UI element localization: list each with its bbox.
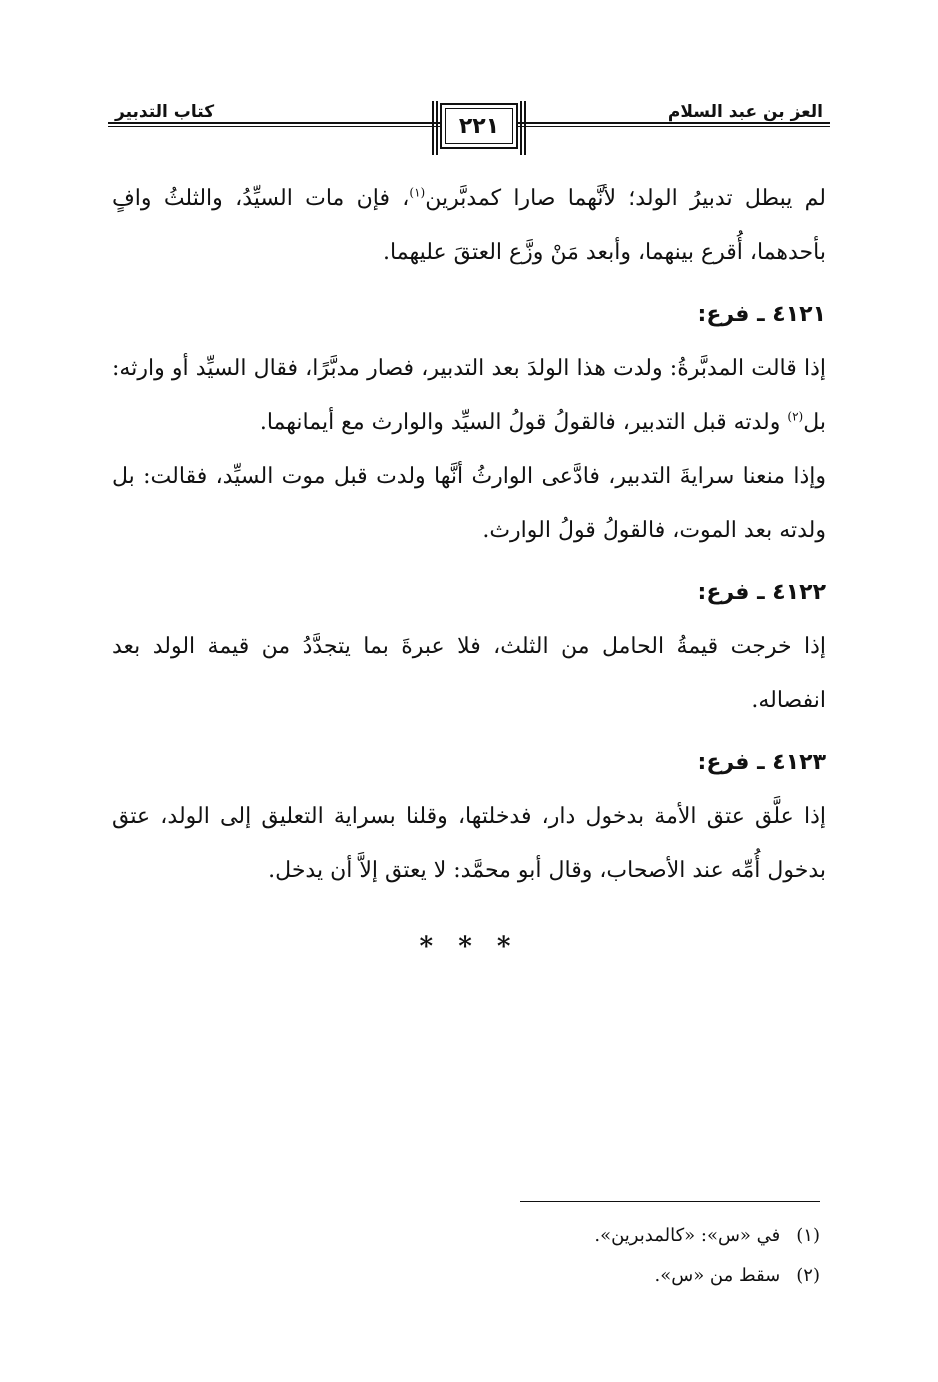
footnote-ref: (٢) — [787, 409, 804, 424]
page-number: ٢٢١ — [458, 113, 500, 139]
running-header-book: كتاب التدبير — [115, 102, 215, 122]
header-rule — [504, 126, 830, 127]
paragraph-text: إذا قالت المدبَّرةُ: ولدت هذا الولدَ بعد التدبير، فصار مدبَّرًا، فقال السيِّد أو وارثه: بل — [112, 356, 826, 435]
footnote-text: سقط من «س». — [654, 1265, 781, 1286]
running-header-author: العز بن عبد السلام — [667, 102, 823, 122]
section-heading: ٤١٢٢ ـ فرع: — [697, 580, 826, 605]
page-body — [112, 172, 826, 962]
paragraph — [112, 172, 826, 280]
footnote — [594, 1216, 820, 1256]
paragraph: إذا خرجت قيمةُ الحامل من الثلث، فلا عبرةَ بما يتجدَّدُ من قيمة الولد بعد انفصاله. — [112, 634, 826, 713]
header-rule — [108, 126, 440, 127]
page-number-frame — [440, 103, 518, 149]
paragraph-text: لم يبطل تدبيرُ الولد؛ لأنَّهما صارا كمدبَّرين — [425, 186, 826, 211]
footnote-number: (١) — [796, 1225, 820, 1246]
section-heading: ٤١٢٣ ـ فرع: — [697, 750, 826, 775]
footnote-ref: (١) — [409, 185, 426, 200]
paragraph: وإذا منعنا سرايةَ التدبير، فادَّعى الوارثُ أنَّها ولدت قبل موت السيِّد، فقالت: بل ولدته بعد الموت، فالقولُ قولُ الوارث. — [112, 464, 826, 543]
paragraph-text: ولدته قبل التدبير، فالقولُ قولُ السيِّد والوارث مع أيمانهما. — [259, 410, 788, 435]
footnote-rule — [520, 1201, 820, 1202]
paragraph: إذا علَّق عتق الأمة بدخول دار، فدخلتها، وقلنا بسراية التعليق إلى الولد، عتق بدخول أُمِّه عند الأصحاب، وقال أبو محمَّد: لا يعتق إلاَّ أن يدخل. — [112, 804, 826, 883]
footnote-number: (٢) — [796, 1265, 820, 1286]
header-rule — [504, 122, 830, 124]
footnotes — [594, 1216, 820, 1296]
header-rule — [108, 122, 440, 124]
footnote — [594, 1256, 820, 1296]
paragraph-text: ، فإن مات السيِّدُ، والثلثُ وافٍ بأحدهما، أُقرع بينهما، وأبعد مَنْ وزَّع العتقَ عليهما. — [112, 186, 826, 265]
section-heading: ٤١٢١ ـ فرع: — [697, 302, 826, 327]
section-divider: * * * — [419, 932, 519, 962]
paragraph — [112, 342, 826, 450]
footnote-text: في «س»: «كالمدبرين». — [594, 1225, 781, 1246]
